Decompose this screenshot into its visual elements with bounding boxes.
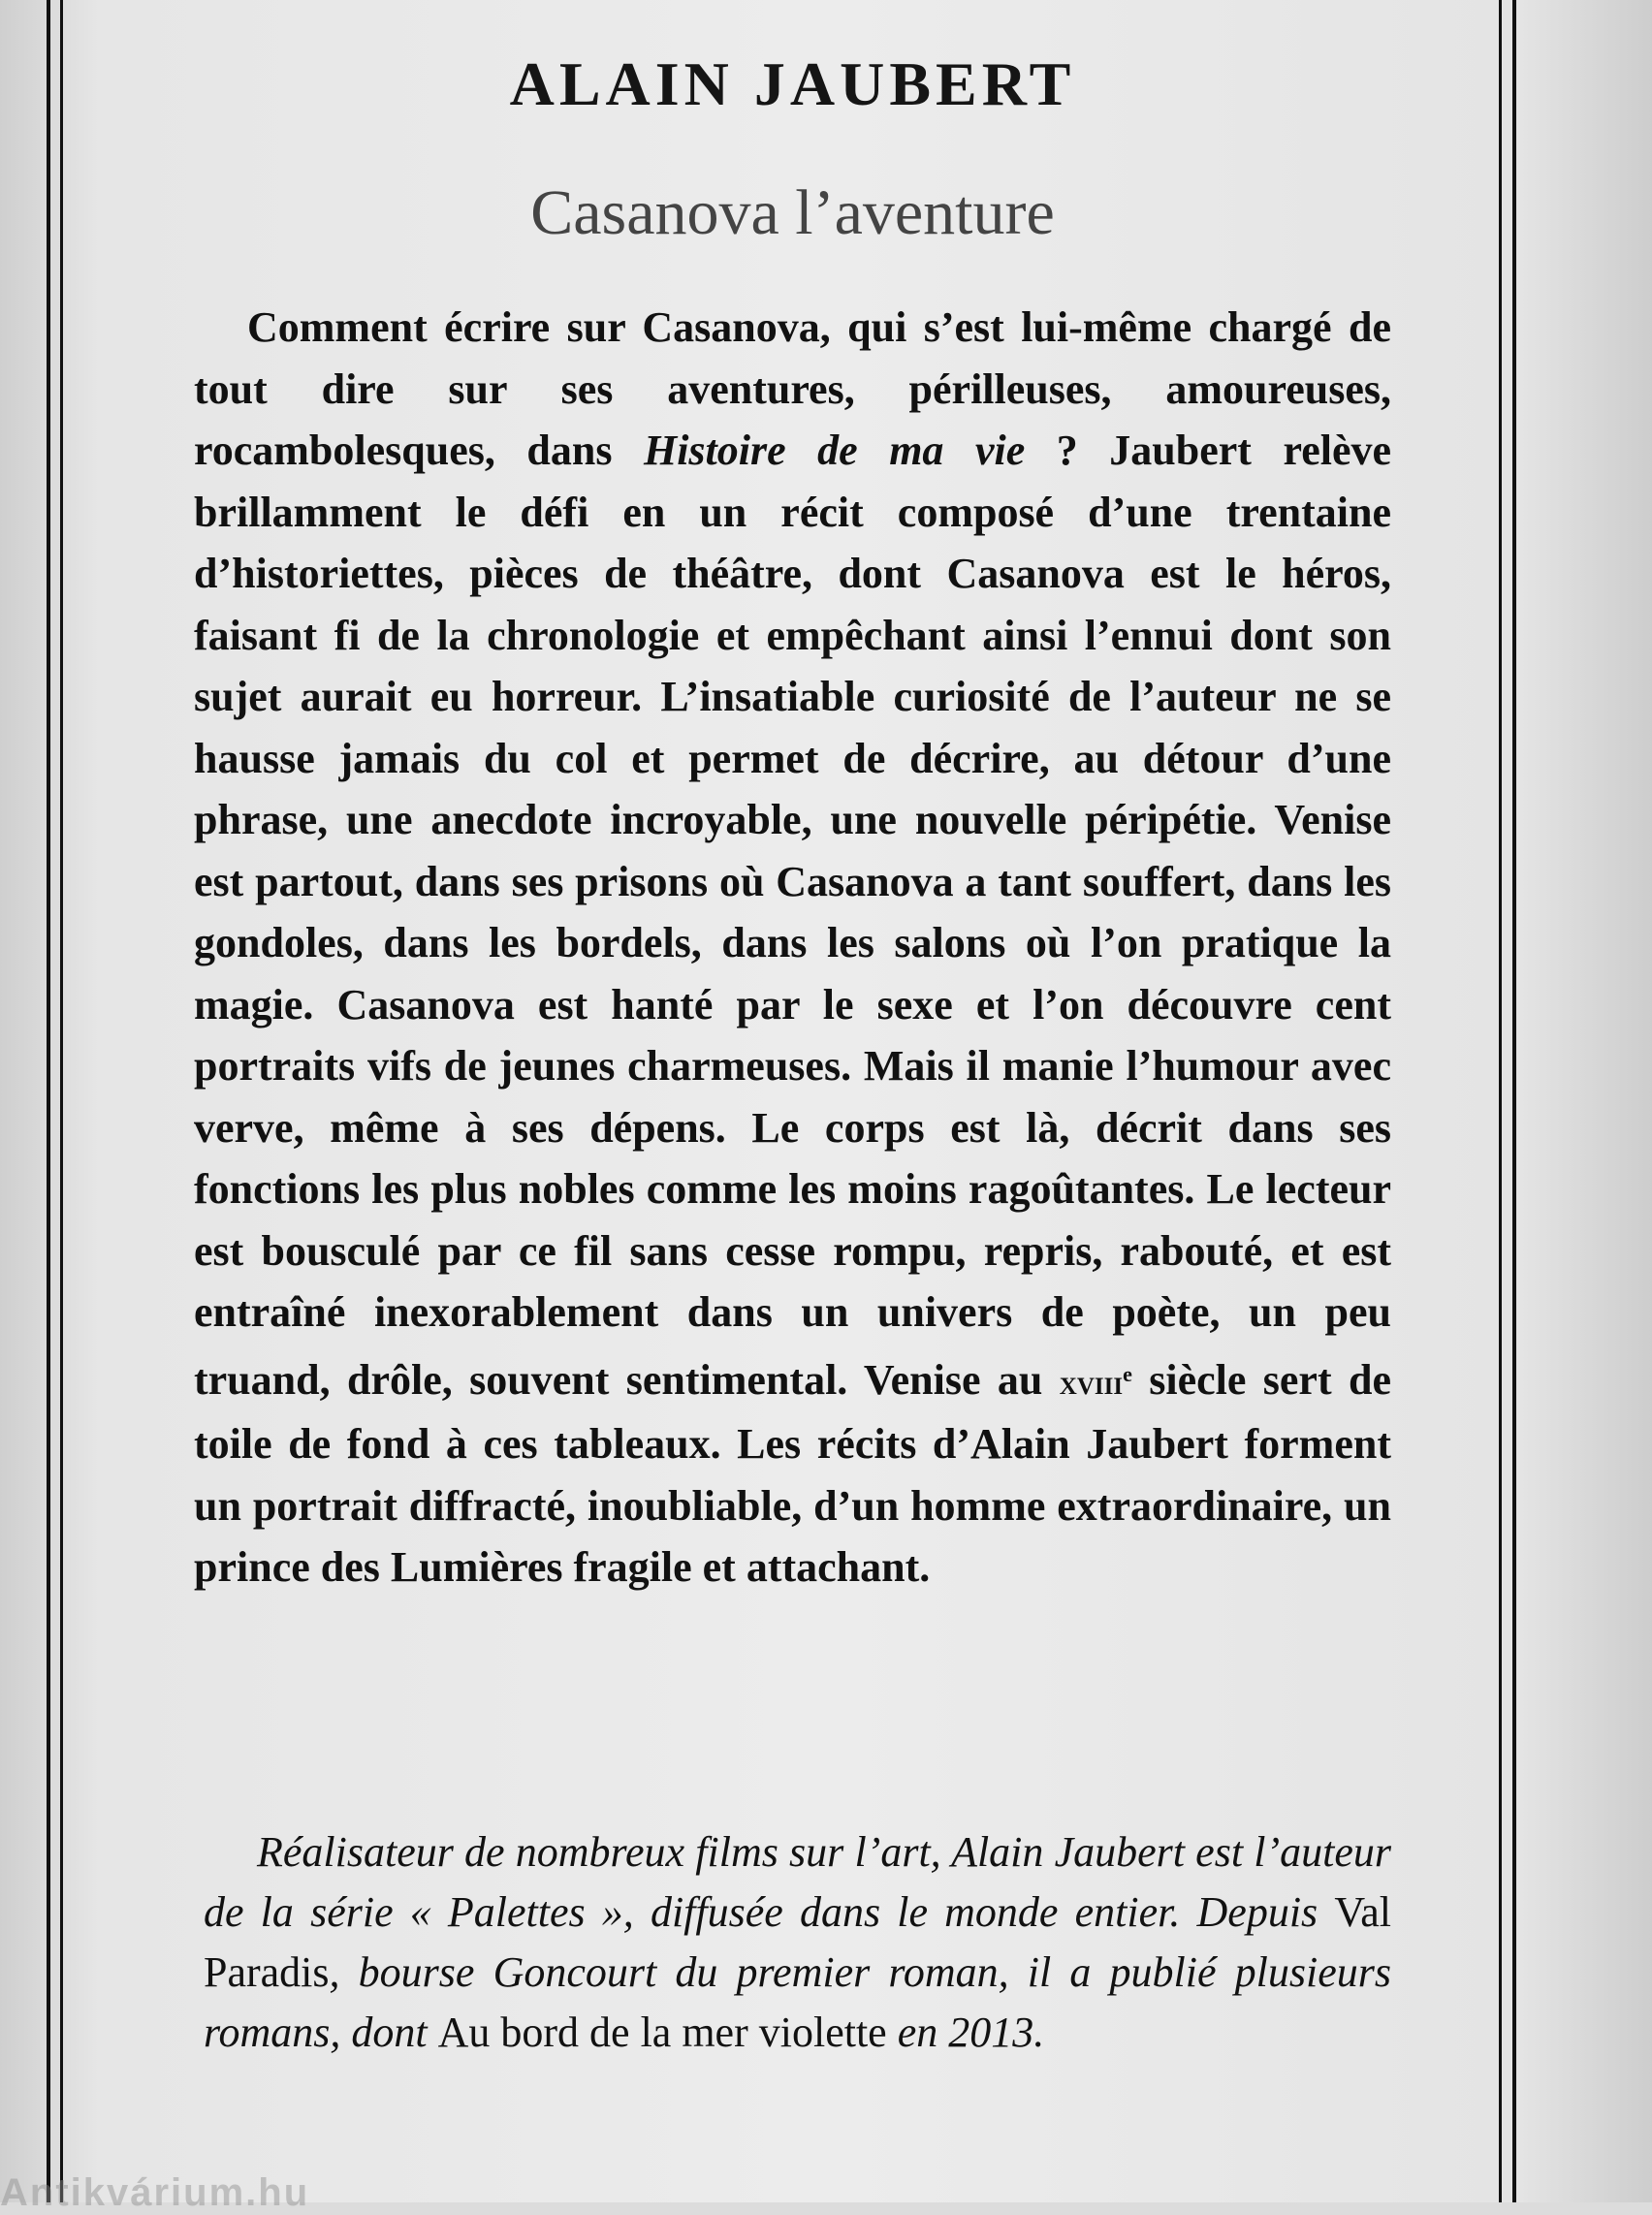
bio-book-2: Au bord de la mer violette xyxy=(437,2009,887,2056)
author-bio xyxy=(204,1822,1391,2063)
left-border-outer xyxy=(47,0,50,2202)
blurb-text-part-3: siècle sert de toile de fond à ces tableaux. Les récits d’Alain Jaubert forment un portrait diffracté, inoubliable, d’un homme extraordinaire, un prince des Lumières fragile et attachant. xyxy=(194,1355,1391,1592)
bio-text-part-2: , bourse Goncourt du premier roman, il a publié plusieurs romans, dont xyxy=(204,1948,1391,2056)
blurb-century: xviii xyxy=(1059,1362,1124,1402)
blurb-paragraph xyxy=(194,297,1391,1598)
blurb-work-title: Histoire de ma vie xyxy=(643,427,1026,474)
bio-book-1: Val Paradis xyxy=(204,1888,1391,1996)
blurb-text-part-2: ? Jaubert relève brillamment le défi en un récit composé d’une trentaine d’historiettes, pièces de théâtre, dont Casanova est le héros, faisant fi de la chronologie et empêchant ainsi l’ennui dont son sujet aurait eu horreur. L’insatiable curiosité de l’auteur ne se hausse jamais du col et permet de décrire, au détour d’une phrase, une anecdote incroyable, une nouvelle péripétie. Venise est partout, dans ses prisons où Casanova a tant souffert, dans les gondoles, dans les bordels, dans les salons où l’on pratique la magie. Casanova est hanté par le sexe et l’on découvre cent portraits vifs de jeunes charmeuses. Mais il manie l’humour avec verve, même à ses dépens. Le corps est là, décrit dans ses fonctions les plus nobles comme les moins ragoûtantes. Le lecteur est bousculé par ce fil sans cesse rompu, repris, rabouté, et est entraîné inexorablement dans un univers de poète, un peu truand, drôle, souvent sentimental. Venise au xyxy=(194,427,1392,1404)
right-border-inner xyxy=(1499,0,1502,2202)
blurb-century-superscript: e xyxy=(1123,1361,1132,1386)
author-name: ALAIN JAUBERT xyxy=(509,49,1076,118)
watermark: Antikvárium.hu xyxy=(0,2171,310,2214)
blurb-text-part-1: Comment écrire sur Casanova, qui s’est lui-même chargé de tout dire sur ses aventures, périlleuses, amoureuses, rocambolesques, dans xyxy=(194,303,1391,474)
cover-content xyxy=(194,0,1391,2202)
left-border-inner xyxy=(60,0,63,2202)
book-title: Casanova l’aventure xyxy=(530,177,1055,248)
bio-text-part-3: en 2013. xyxy=(886,2009,1045,2056)
right-border-outer xyxy=(1512,0,1516,2202)
bio-text-part-1: Réalisateur de nombreux films sur l’art, Alain Jaubert est l’auteur de la série « Palettes », diffusée dans le monde entier. Depuis xyxy=(204,1828,1391,1936)
